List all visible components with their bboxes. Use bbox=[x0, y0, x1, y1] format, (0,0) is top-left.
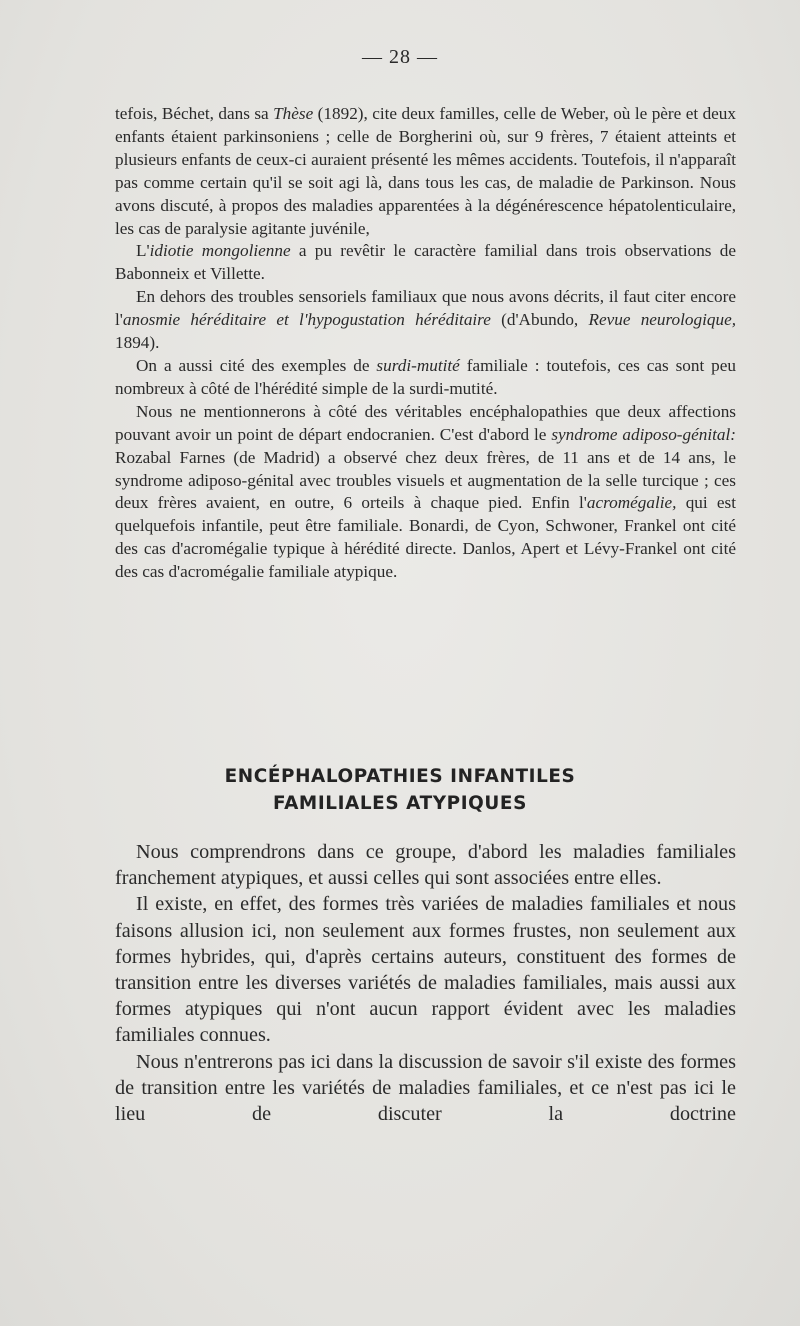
italic-anosmie: anosmie héréditaire et l'hypogustation héréditaire bbox=[122, 310, 491, 330]
italic-surdi-mutite: surdi-mutité bbox=[376, 355, 460, 375]
page-number: — 28 — bbox=[362, 46, 438, 68]
paragraph-discussion: Nous n'entrerons pas ici dans la discussion de savoir s'il existe des formes de transition entre les variétés de maladies familiales, et ce n'est pas ici le lieu de discuter la doctrine bbox=[115, 1050, 736, 1126]
paragraph-idiotie: L'idiotie mongolienne a pu revêtir le caractère familial dans trois observations de Babonneix et Villette. bbox=[115, 241, 736, 284]
paragraph-endocranien: Nous ne mentionnerons à côté des véritables encéphalopathies que deux affections pouvant avoir un point de départ endocranien. C'est d'abord le syndrome adiposo-génital: Rozabal Farnes (de Madrid) a observé chez deux frères, de 11 ans et de 14 ans, le syndrome adiposo-génital avec troubles visuels et augmentation de la selle turcique ; ces deux frères avaient, en outre, 6 orteils à chaque pied. Enfin l'acromégalie, qui est quelquefois infantile, peut être familiale. Bonardi, de Cyon, Schwoner, Frankel ont cité des cas d'acromégalie typique à hérédité directe. Danlos, Apert et Lévy-Frankel ont cité des cas d'acromégalie familiale atypique. bbox=[115, 401, 736, 582]
paragraph-groupe: Nous comprendrons dans ce groupe, d'abord les maladies familiales franchement atypiques, et aussi celles qui sont associées entre elles. bbox=[115, 841, 736, 890]
italic-revue: Revue neurologique, bbox=[588, 310, 737, 330]
paragraph-sensoriels: En dehors des troubles sensoriels familiaux que nous avons décrits, il faut citer encore l'anosmie héréditaire et l'hypogustation héréditaire (d'Abundo, Revue neurologique, 1894). bbox=[115, 287, 737, 353]
paragraph-surdi-mutite: On a aussi cité des exemples de surdi-mutité familiale : toutefois, ces cas sont peu nombreux à côté de l'hérédité simple de la surdi-mutité. bbox=[115, 355, 736, 398]
paragraph-formes: Il existe, en effet, des formes très variées de maladies familiales et nous faisons allusion ici, non seulement aux formes frustes, non seulement aux formes hybrides, qui, d'après certains auteurs, constituent des formes de transition entre les diverses variétés de maladies familiales, mais aussi aux formes atypiques qui n'ont aucun rapport évident avec les maladies familiales connues. bbox=[115, 893, 736, 1047]
body-text-small bbox=[115, 103, 736, 584]
section-heading bbox=[0, 763, 800, 817]
italic-idiotie: idiotie mongolienne bbox=[149, 241, 291, 261]
italic-acromegalie: acromégalie, bbox=[586, 493, 677, 513]
italic-these: Thèse bbox=[273, 104, 314, 123]
paragraph-parkinson: tefois, Béchet, dans sa Thèse (1892), cite deux familles, celle de Weber, où le père et deux enfants étaient parkinsoniens ; celle de Borgherini où, sur 9 frères, 7 étaient atteints et plusieurs enfants de ceux-ci auraient présenté les mêmes accidents. Toutefois, il n'apparaît pas comme certain qu'il se soit agi là, dans tous les cas, de maladie de Parkinson. Nous avons discuté, à propos des maladies apparentées à la dégénérescence hépatolenticulaire, les cas de paralysie agitante juvénile, bbox=[115, 104, 736, 238]
heading-line-2: FAMILIALES ATYPIQUES bbox=[273, 793, 527, 814]
body-text-large bbox=[115, 839, 736, 1127]
heading-line-1: ENCÉPHALOPATHIES INFANTILES bbox=[224, 766, 576, 787]
italic-syndrome: syndrome adiposo-génital: bbox=[551, 424, 736, 444]
